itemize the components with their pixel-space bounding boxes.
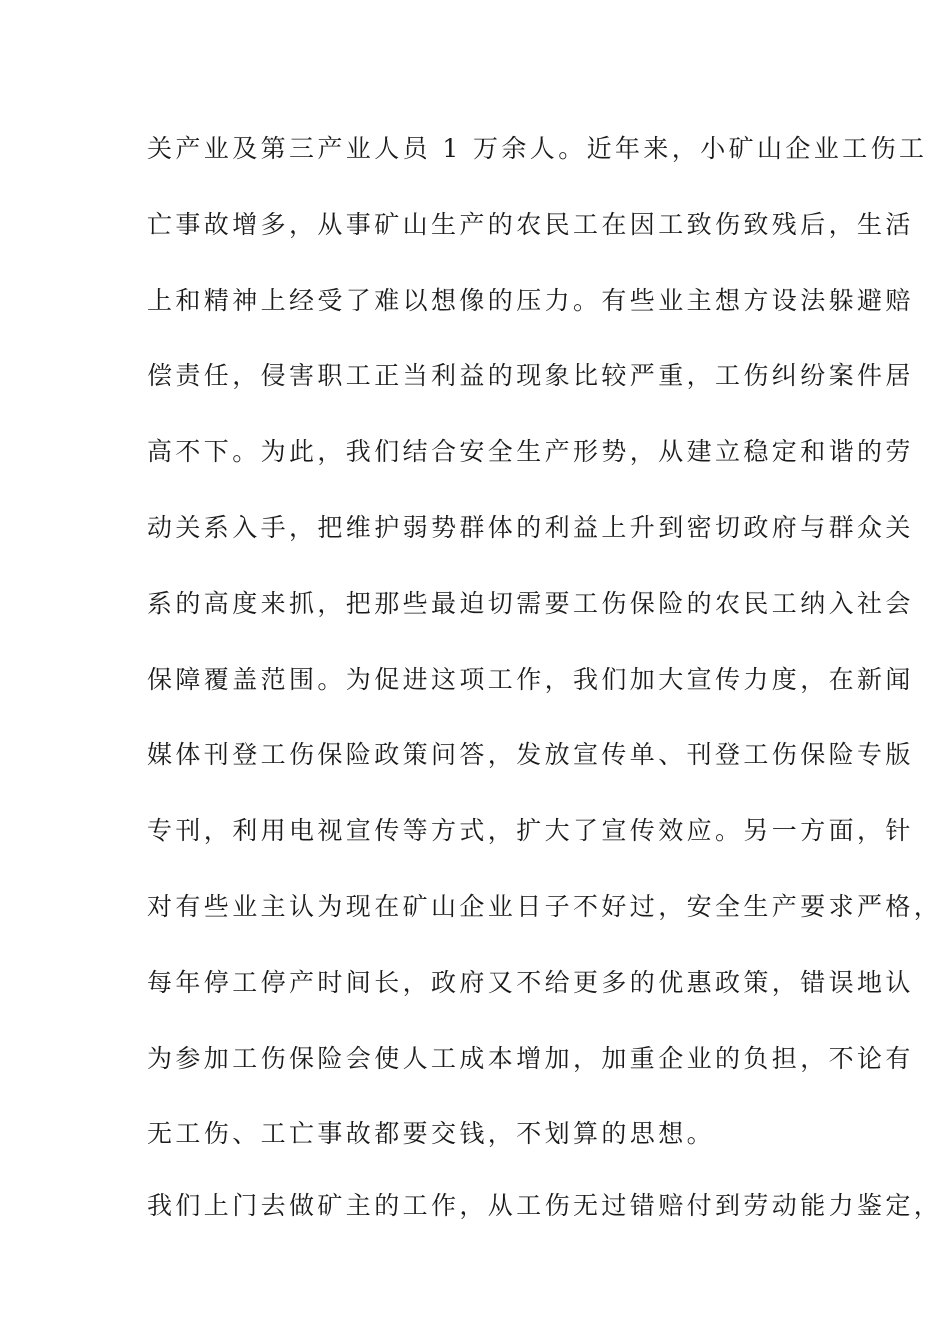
paragraph-start-line: 我们上门去做矿主的工作，从工伤无过错赔付到劳动能力鉴定， <box>147 1191 943 1221</box>
text-line: 对有些业主认为现在矿山企业日子不好过，安全生产要求严格， <box>147 891 943 921</box>
text-line: 偿责任，侵害职工正当利益的现象比较严重，工伤纠纷案件居 <box>147 361 914 391</box>
text-line: 专刊，利用电视宣传等方式，扩大了宣传效应。另一方面，针 <box>147 816 914 846</box>
text-line: 关产业及第三产业人员 1 万余人。近年来，小矿山企业工伤工 <box>147 134 928 163</box>
text-line: 无工伤、工亡事故都要交钱，不划算的思想。 <box>147 1119 716 1149</box>
text-line: 高不下。为此，我们结合安全生产形势，从建立稳定和谐的劳 <box>147 437 914 467</box>
text-line: 每年停工停产时间长，政府又不给更多的优惠政策，错误地认 <box>147 967 914 997</box>
text-line: 亡事故增多，从事矿山生产的农民工在因工致伤致残后，生活 <box>147 209 914 239</box>
text-line: 动关系入手，把维护弱势群体的利益上升到密切政府与群众关 <box>147 512 914 542</box>
text-line: 上和精神上经受了难以想像的压力。有些业主想方设法躲避赔 <box>147 285 914 315</box>
body-text <box>147 134 943 1268</box>
text-line: 为参加工伤保险会使人工成本增加，加重企业的负担，不论有 <box>147 1043 914 1073</box>
text-line: 媒体刊登工伤保险政策问答，发放宣传单、刊登工伤保险专版 <box>147 740 914 770</box>
text-line: 保障覆盖范围。为促进这项工作，我们加大宣传力度，在新闻 <box>147 664 914 694</box>
text-line: 系的高度来抓，把那些最迫切需要工伤保险的农民工纳入社会 <box>147 588 914 618</box>
